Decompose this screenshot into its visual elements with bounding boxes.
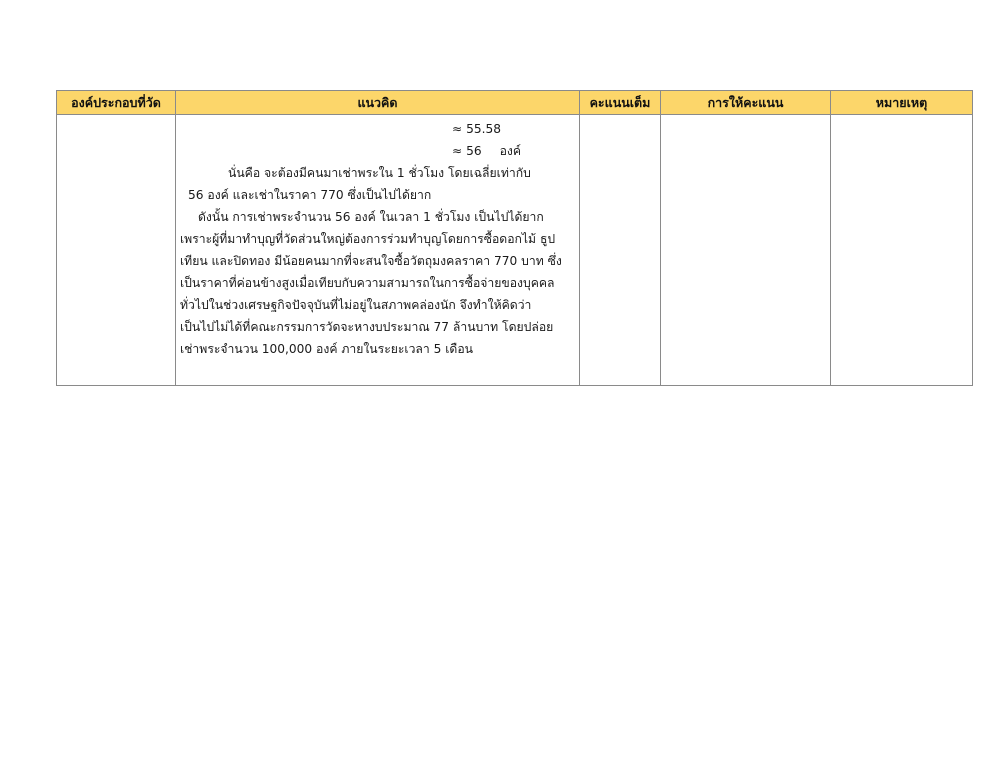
rounded-value-line [176, 140, 579, 162]
cell-concept [176, 115, 580, 386]
header-component: องค์ประกอบที่วัด [57, 91, 176, 115]
table-row [57, 115, 973, 386]
concept-line: 56 องค์ และเช่าในราคา 770 ซึ่งเป็นไปได้ยาก [188, 188, 432, 202]
cell-scoring [661, 115, 831, 386]
concept-text [176, 115, 579, 360]
concept-line: ดังนั้น การเช่าพระจำนวน 56 องค์ ในเวลา 1 ชั่วโมง เป็นไปได้ยาก [198, 210, 544, 224]
header-remarks: หมายเหตุ [831, 91, 973, 115]
cell-component [57, 115, 176, 386]
concept-line: เทียน และปิดทอง มีน้อยคนมากที่จะสนใจซื้อวัตถุมงคลราคา 770 บาท ซึ่ง [180, 254, 562, 268]
header-concept: แนวคิด [176, 91, 580, 115]
concept-line: ทั่วไปในช่วงเศรษฐกิจปัจจุบันที่ไม่อยู่ในสภาพคล่องนัก จึงทำให้คิดว่า [180, 298, 532, 312]
rounded-value: ≈ 56 [452, 144, 482, 158]
rounded-unit: องค์ [499, 144, 522, 158]
cell-full-score [580, 115, 661, 386]
concept-line: เป็นราคาที่ค่อนข้างสูงเมื่อเทียบกับความสามารถในการซื้อจ่ายของบุคคล [180, 276, 555, 290]
concept-line: เช่าพระจำนวน 100,000 องค์ ภายในระยะเวลา 5 เดือน [180, 342, 473, 356]
rubric-table [56, 90, 973, 386]
header-row [57, 91, 973, 115]
concept-line: เพราะผู้ที่มาทำบุญที่วัดส่วนใหญ่ต้องการร่วมทำบุญโดยการซื้อดอกไม้ ธูป [180, 232, 556, 246]
concept-line: เป็นไปไม่ได้ที่คณะกรรมการวัดจะหางบประมาณ 77 ล้านบาท โดยปล่อย [180, 320, 554, 334]
header-full-score: คะแนนเต็ม [580, 91, 661, 115]
concept-line: นั่นคือ จะต้องมีคนมาเช่าพระใน 1 ชั่วโมง โดยเฉลี่ยเท่ากับ [228, 166, 531, 180]
cell-remarks [831, 115, 973, 386]
header-scoring: การให้คะแนน [661, 91, 831, 115]
approx-value-line: ≈ 55.58 [452, 122, 501, 136]
